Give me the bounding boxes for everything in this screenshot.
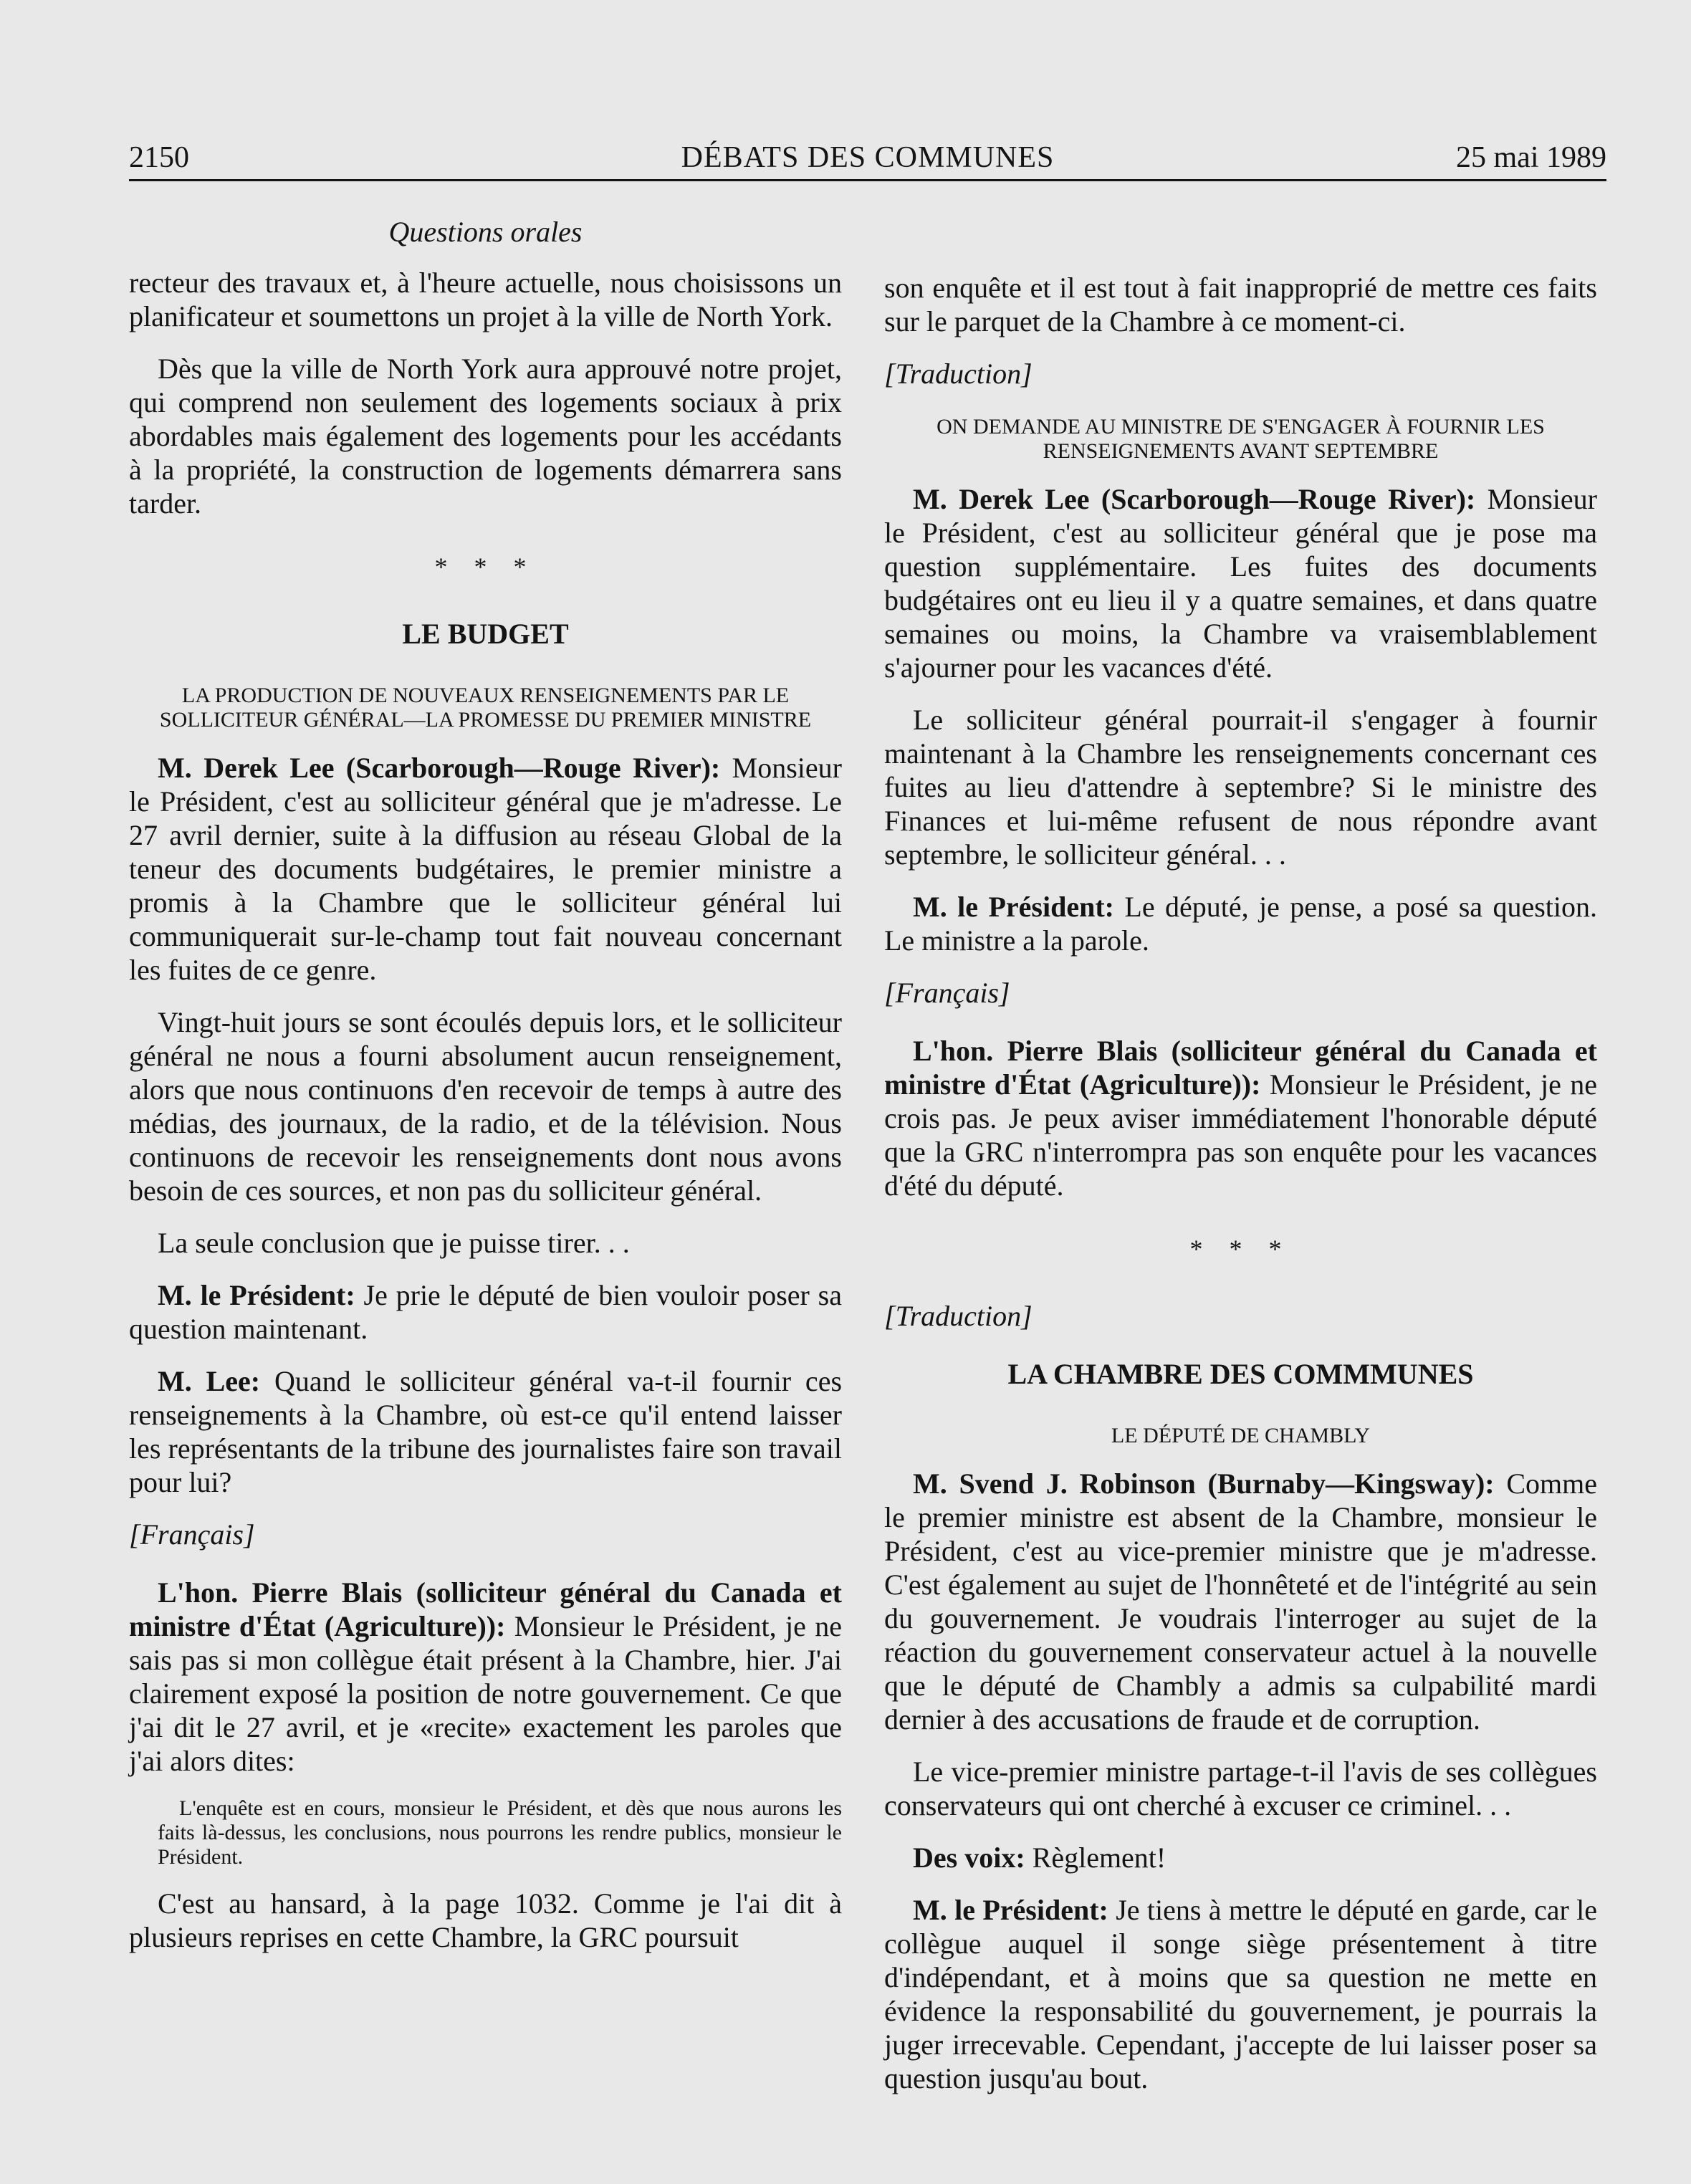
section-separator: * * * [434,552,537,581]
page-header [129,140,1606,181]
publication-title: DÉBATS DES COMMUNES [681,141,1055,174]
speech [884,890,1597,957]
section-heading: LE BUDGET [402,618,569,650]
paragraph: recteur des travaux et, à l'heure actuelle, nous choisissons un planificateur et soumettons un projet à la ville de North York. [129,267,842,332]
speech-text: Je tiens à mettre le député en garde, car le collègue auquel il songe siège présentement à titre d'indépendant, et à moins que sa question ne mette en évidence la responsabilité du gouvernement, je pourrais la juger irrecevable. Cependant, j'accepte de lui laisser poser sa question jusqu'au bout. [884,1894,1597,2094]
speech-text: Le député, je pense, a posé sa question. Le ministre a la parole. [884,891,1597,957]
speech-text: Règlement! [1025,1841,1167,1874]
page-number: 2150 [129,141,189,174]
publication-date: 25 mai 1989 [1456,141,1606,174]
paragraph: Le vice-premier ministre partage-t-il l'avis de ses collègues conservateurs qui ont cherché à excuser ce criminel. . . [884,1756,1597,1821]
speech [129,1278,842,1346]
speaker-name: M. le Président: [913,1894,1108,1926]
speech-text: Quand le solliciteur général va-t-il fournir ces renseignements à la Chambre, où est-ce qu'il entend laisser les représentants de la tribune des journalistes faire son travail pour lui? [129,1365,843,1498]
speech [884,482,1597,684]
language-marker: [Français] [884,977,1010,1009]
speech [884,1034,1597,1202]
speaker-name: Des voix: [913,1841,1025,1874]
section-subheading: ON DEMANDE AU MINISTRE DE S'ENGAGER À FOURNIR LES RENSEIGNEMENTS AVANT SEPTEMBRE [936,415,1545,463]
speech [884,1893,1597,2095]
section-heading: LA CHAMBRE DES COMMMUNES [1007,1358,1474,1390]
speaker-name: M. Derek Lee (Scarborough—Rouge River): [913,483,1476,515]
speaker-name: M. Derek Lee (Scarborough—Rouge River): [158,752,721,784]
speech [129,1364,842,1499]
section-subheading: LE DÉPUTÉ DE CHAMBLY [1111,1424,1371,1447]
speech [884,1841,1597,1874]
speaker-name: L'hon. Pierre Blais (solliciteur général du Canada et ministre d'État (Agriculture)): [884,1035,1597,1101]
paragraph: Le solliciteur général pourrait-il s'engager à fournir maintenant à la Chambre les renseignements concernant ces fuites au lieu d'attendre à septembre? Si le ministre des Finances et lui-même refusent de nous répondre avant septembre, le solliciteur général. . . [884,704,1597,871]
speaker-name: M. Svend J. Robinson (Burnaby—Kingsway): [913,1467,1495,1500]
right-column [884,271,1597,2114]
section-label: Questions orales [388,216,583,248]
block-quote: L'enquête est en cours, monsieur le Président, et dès que nous aurons les faits là-dessus, les conclusions, nous pourrons les rendre publics, monsieur le Président. [158,1796,842,1869]
speech [129,1576,842,1778]
speech-text: Monsieur le Président, je ne crois pas. Je peux aviser immédiatement l'honorable député que la GRC n'interrompra pas son enquête pour les vacances d'été du député. [884,1068,1597,1202]
speech-text: Monsieur le Président, c'est au solliciteur général que je m'adresse. Le 27 avril dernier, suite à la diffusion au réseau Global de la teneur des documents budgétaires, le premier ministre a promis à la Chambre que le solliciteur général lui communiquerait sur-le-champ tout fait nouveau concernant les fuites de ce genre. [129,752,842,986]
paragraph: La seule conclusion que je puisse tirer. . . [158,1227,630,1259]
speech-text: Monsieur le Président, je ne sais pas si mon collègue était présent à la Chambre, hier. J'ai clairement exposé la position de notre gouvernement. Ce que j'ai dit le 27 avril, et je «recite» exactement les paroles que j'ai alors dites: [129,1610,842,1777]
section-subheading: LA PRODUCTION DE NOUVEAUX RENSEIGNEMENTS PAR LE SOLLICITEUR GÉNÉRAL—LA PROMESSE DU PREMIER MINISTRE [159,684,812,732]
speech-text: Comme le premier ministre est absent de la Chambre, monsieur le Président, c'est au vice-premier ministre que je m'adresse. C'est également au sujet de l'honnêteté et de l'intégrité au sein du gouvernement. Je voudrais l'interroger au sujet de la réaction du gouvernement conservateur actuel à la nouvelle que le député de Chambly a admis sa culpabilité mardi dernier à des accusations de fraude et de corruption. [884,1467,1597,1735]
language-marker: [Traduction] [884,1300,1033,1332]
paragraph: Vingt-huit jours se sont écoulés depuis lors, et le solliciteur général ne nous a fourni absolument aucun renseignement, alors que nous continuons d'en recevoir de temps à autre des médias, des journaux, de la radio, et de la télévision. Nous continuons de recevoir les renseignements dont nous avons besoin de ces sources, et non pas du solliciteur général. [129,1006,842,1207]
speech-text: Je prie le député de bien vouloir poser sa question maintenant. [129,1279,842,1345]
speech [129,751,842,987]
speaker-name: M. le Président: [158,1279,355,1311]
paragraph: Dès que la ville de North York aura approuvé notre projet, qui comprend non seulement des logements sociaux à prix abordables mais également des logements pour les accédants à la propriété, la construction de logements démarrera sans tarder. [129,353,842,519]
language-marker: [Traduction] [884,358,1033,390]
section-separator: * * * [1189,1235,1292,1263]
speaker-name: L'hon. Pierre Blais (solliciteur général du Canada et ministre d'État (Agriculture)): [129,1576,842,1642]
speaker-name: M. le Président: [913,891,1114,923]
speech [884,1467,1597,1736]
header-rule [129,179,1606,181]
left-column [129,215,842,1973]
speech-text: Monsieur le Président, c'est au solliciteur général que je pose ma question supplémentaire. Les fuites des documents budgétaires ont eu lieu il y a quatre semaines, et dans quatre semaines ou moins, la Chambre va vraisemblablement s'ajourner pour les vacances d'été. [884,483,1597,684]
paragraph: C'est au hansard, à la page 1032. Comme je l'ai dit à plusieurs reprises en cette Chambre, la GRC poursuit [129,1887,842,1953]
speaker-name: M. Lee: [158,1365,261,1397]
language-marker: [Français] [129,1518,255,1551]
paragraph: son enquête et il est tout à fait inapproprié de mettre ces faits sur le parquet de la Chambre à ce moment-ci. [884,272,1597,337]
